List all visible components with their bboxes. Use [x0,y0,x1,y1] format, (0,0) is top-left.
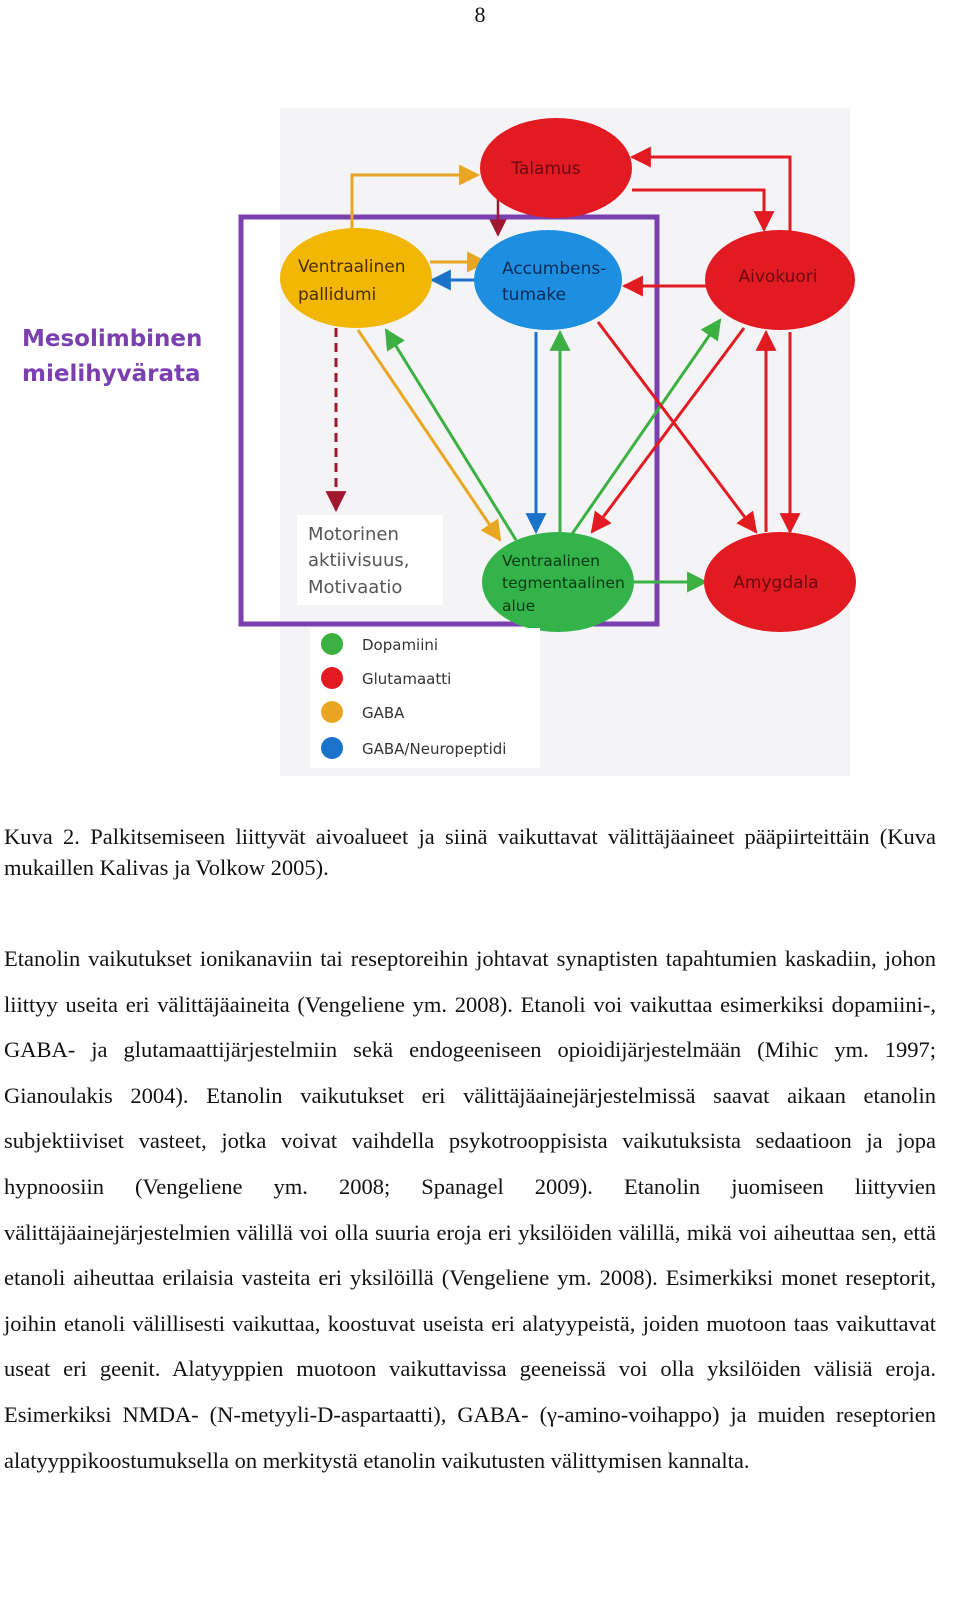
node-accumbens-label: Accumbens- tumake [502,259,607,305]
node-vta [482,532,634,632]
node-pallidumi-label: Ventraalinen pallidumi [298,257,406,305]
pathway-label: Mesolimbinen mielihyvärata [22,326,203,387]
legend-swatch-glutamaatti [321,667,343,689]
pathway-diagram [0,100,960,800]
node-amygdala [704,532,856,632]
legend-label-dopamiini: Dopamiini [362,636,439,654]
node-vta-label: Ventraalinen tegmentaalinen alue [502,552,625,615]
legend-swatch-gaba-neuropeptidi [321,737,343,759]
node-talamus [480,118,632,218]
page-number: 8 [474,2,486,27]
node-accumbens [474,230,622,330]
legend-item-dopamiini [321,633,438,655]
node-ventraalinen-pallidumi [280,228,432,328]
reward-pathway-figure [0,100,960,800]
motor-label: Motorinen aktiivisuus, Motivaatio [308,524,410,598]
node-amygdala-label: Amygdala [733,573,819,593]
node-aivokuori-label: Aivokuori [738,267,818,287]
node-aivokuori [705,230,855,330]
legend-swatch-gaba [321,701,343,723]
legend-swatch-dopamiini [321,633,343,655]
legend-item-gaba [321,701,405,723]
body-paragraph: Etanolin vaikutukset ionikanaviin tai reseptoreihin johtavat synaptisten tapahtumien kaskadiin, johon liittyy useita eri välittäjäaineita (Vengeliene ym. 2008). Etanoli voi vaikuttaa esimerkiksi dopamiini-, GABA- ja glutamaattijärjestelmiin sekä endogeeniseen opioidijärjestelmään (Mihic ym. 1997; Gianoulakis 2004). Etanolin vaikutukset eri välittäjäainejärjestelmissä saavat aikaan etanolin subjektiiviset vasteet, jotka voivat vaihdella psykotrooppisista vaikutuksista sedaatioon ja jopa hypnoosiin (Vengeliene ym. 2008; Spanagel 2009). Etanolin juomiseen liittyvien välittäjäainejärjestelmien välillä voi olla suuria eroja eri yksilöiden välillä, mikä voi aiheuttaa sen, että etanoli aiheuttaa erilaisia vasteita eri yksilöillä (Vengeliene ym. 2008). Esimerkiksi monet reseptorit, joihin etanoli välillisesti vaikuttaa, koostuvat useista eri alatyypeistä, joiden muotoon taas vaikuttavat useat eri geenit. Alatyyppien muotoon vaikuttavissa geeneissä voi olla yksilöiden välisiä eroja. Esimerkiksi NMDA- (N-metyyli-D-aspartaatti), GABA- (γ-amino-voihappo) ja muiden reseptorien alatyyppikoostumuksella on merkitystä etanolin vaikutusten välittymisen kannalta. [4,946,936,1473]
legend-label-glutamaatti: Glutamaatti [362,670,452,688]
legend [310,628,540,768]
node-talamus-label: Talamus [511,159,581,179]
legend-label-gaba: GABA [362,704,405,722]
figure-caption: Kuva 2. Palkitsemiseen liittyvät aivoalueet ja siinä vaikuttavat välittäjäaineet pääpiirteittäin (Kuva mukaillen Kalivas ja Volkow 2005). [4,824,936,880]
legend-label-gaba-neuropeptidi: GABA/Neuropeptidi [362,740,507,758]
